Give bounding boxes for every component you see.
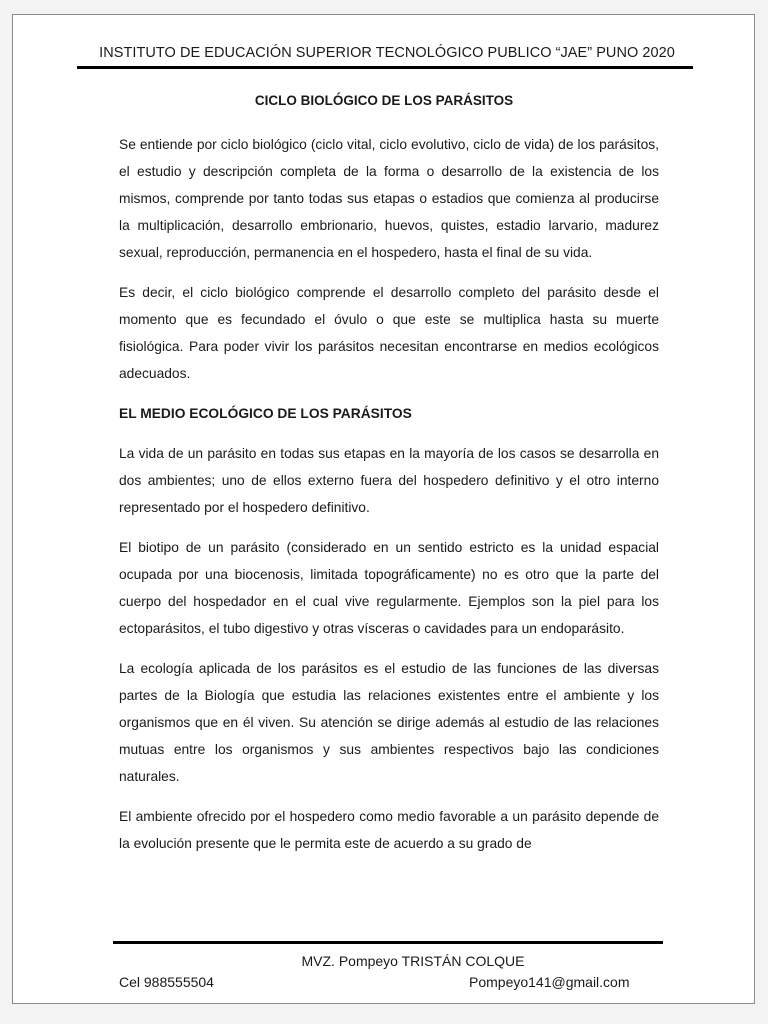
paragraph: El biotipo de un parásito (considerado en un sentido estricto es la unidad espacial ocupada por una biocenosis, limitada topográficamente) no es otro que la parte del cuerpo del hospedador en el cual vive regularmente. Ejemplos son la piel para los ectoparásitos, el tubo digestivo y otras vísceras o cavidades para un endoparásito. [119,540,659,636]
header-rule [77,66,693,69]
paragraph: La ecología aplicada de los parásitos es el estudio de las funciones de las diversas partes de la Biología que estudia las relaciones existentes entre el ambiente y los organismos que en él viven. Su atención se dirige además al estudio de las relaciones mutuas entre los organismos y sus ambientes respectivos bajo las condiciones naturales. [119,661,659,784]
footer-phone: Cel 988555504 [119,974,214,990]
footer-author: MVZ. Pompeyo TRISTÁN COLQUE [301,953,525,969]
document-page [12,14,755,1004]
section-heading: EL MEDIO ECOLÓGICO DE LOS PARÁSITOS [119,406,412,421]
document-title: CICLO BIOLÓGICO DE LOS PARÁSITOS [254,93,514,108]
paragraph: El ambiente ofrecido por el hospedero como medio favorable a un parásito depende de la evolución presente que le permita este de acuerdo a su grado de [119,809,659,851]
page-header: INSTITUTO DE EDUCACIÓN SUPERIOR TECNOLÓGICO PUBLICO “JAE” PUNO 2020 [99,45,675,61]
paragraph: Es decir, el ciclo biológico comprende el desarrollo completo del parásito desde el momento que es fecundado el óvulo o que este se multiplica hasta su muerte fisiológica. Para poder vivir los parásitos necesitan encontrarse en medios ecológicos adecuados. [119,285,659,381]
paragraph: La vida de un parásito en todas sus etapas en la mayoría de los casos se desarrolla en dos ambientes; uno de ellos externo fuera del hospedero definitivo y el otro interno representado por el hospedero definitivo. [119,446,659,515]
footer-email: Pompeyo141@gmail.com [469,974,630,990]
paragraph: Se entiende por ciclo biológico (ciclo vital, ciclo evolutivo, ciclo de vida) de los parásitos, el estudio y descripción completa de la forma o desarrollo de la existencia de los mismos, comprende por tanto todas sus etapas o estadios que comienza al producirse la multiplicación, desarrollo embrionario, huevos, quistes, estadio larvario, madurez sexual, reproducción, permanencia en el hospedero, hasta el final de su vida. [119,137,659,260]
document-body [119,131,659,870]
footer-rule [113,941,663,944]
